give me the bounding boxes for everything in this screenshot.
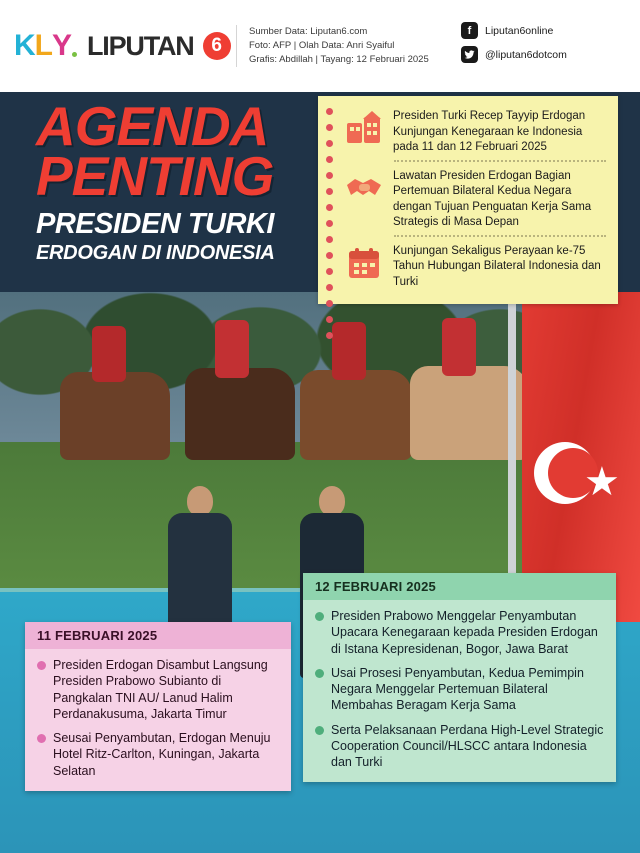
title-line-4: ERDOGAN DI INDONESIA bbox=[36, 241, 275, 264]
header-bar bbox=[0, 0, 640, 92]
day2-list bbox=[303, 600, 616, 782]
credit-line-1: Sumber Data: Liputan6.com bbox=[249, 26, 368, 38]
notebook-holes bbox=[326, 108, 336, 294]
brand-logo[interactable] bbox=[14, 31, 236, 61]
day1-list bbox=[25, 649, 291, 791]
credit-line-3: Grafis: Abdillah | Tayang: 12 Februari 2025 bbox=[249, 53, 429, 65]
liputan-wordmark: LIPUTAN bbox=[87, 30, 194, 61]
bullet-dot-icon bbox=[37, 661, 46, 670]
divider bbox=[394, 235, 606, 237]
kly-logo bbox=[14, 31, 77, 61]
kly-dot-icon bbox=[72, 52, 77, 57]
title-line-1: AGENDA bbox=[36, 95, 269, 157]
horse-silhouette bbox=[300, 370, 412, 460]
bullet-dot-icon bbox=[315, 726, 324, 735]
liputan6-badge: 6 bbox=[203, 32, 231, 60]
guard-silhouette bbox=[332, 322, 366, 380]
list-item bbox=[315, 608, 604, 657]
list-item-text: Serta Pelaksanaan Perdana High-Level Strategic Cooperation Council/HLSCC antara Indonesia dan Turki bbox=[331, 722, 604, 769]
key-fact-text: Presiden Turki Recep Tayyip Erdogan Kunjungan Kenegaraan ke Indonesia pada 11 dan 12 Februari 2025 bbox=[393, 110, 586, 154]
credits-block bbox=[236, 25, 461, 66]
bullet-dot-icon bbox=[37, 734, 46, 743]
list-item-text: Usai Prosesi Penyambutan, Kedua Pemimpin Negara Menggelar Pertemuan Bilateral Membahas Beragam Kerja Sama bbox=[331, 665, 584, 713]
figure-head bbox=[319, 486, 345, 516]
divider bbox=[394, 160, 606, 162]
title-line-2: PENTING bbox=[36, 145, 274, 208]
agenda-card-day1 bbox=[25, 622, 291, 791]
list-item-text: Seusai Penyambutan, Erdogan Menuju Hotel Ritz-Carlton, Kuningan, Jakarta Selatan bbox=[53, 731, 271, 778]
horse-silhouette bbox=[185, 368, 295, 460]
guard-silhouette bbox=[442, 318, 476, 376]
horse-silhouette bbox=[60, 372, 170, 460]
kly-letter-y: Y bbox=[52, 29, 72, 62]
credit-line-2: Foto: AFP | Olah Data: Anri Syaiful bbox=[249, 40, 395, 52]
list-item bbox=[315, 722, 604, 771]
flag-star-icon: ★ bbox=[584, 460, 620, 504]
key-fact-item bbox=[344, 108, 606, 156]
list-item bbox=[315, 665, 604, 714]
kly-letter-l: L bbox=[34, 29, 52, 62]
social-facebook[interactable] bbox=[461, 22, 626, 39]
page-title bbox=[36, 95, 336, 264]
key-fact-item bbox=[344, 168, 606, 231]
day1-heading: 11 FEBRUARI 2025 bbox=[25, 622, 291, 649]
bullet-dot-icon bbox=[315, 669, 324, 678]
guard-silhouette bbox=[92, 326, 126, 382]
calendar-icon bbox=[344, 243, 384, 283]
facebook-icon: f bbox=[461, 22, 478, 39]
list-item bbox=[37, 657, 279, 722]
list-item-text: Presiden Prabowo Menggelar Penyambutan Upacara Kenegaraan kepada Presiden Erdogan di Istana Kepresidenan, Bogor, Jawa Barat bbox=[331, 609, 598, 656]
key-fact-item bbox=[344, 243, 606, 291]
bullet-dot-icon bbox=[315, 612, 324, 621]
day2-heading: 12 FEBRUARI 2025 bbox=[303, 573, 616, 600]
key-facts-card bbox=[318, 96, 618, 304]
facebook-handle: Liputan6online bbox=[485, 24, 554, 37]
agenda-card-day2 bbox=[303, 573, 616, 782]
figure-head bbox=[187, 486, 213, 516]
buildings-icon bbox=[344, 108, 384, 148]
list-item-text: Presiden Erdogan Disambut Langsung Presiden Prabowo Subianto di Pangkalan TNI AU/ Lanud Halim Perdanakusuma, Jakarta Timur bbox=[53, 658, 268, 721]
list-item bbox=[37, 730, 279, 779]
twitter-icon bbox=[461, 46, 478, 63]
kly-letter-k: K bbox=[14, 29, 35, 62]
title-line-3: PRESIDEN TURKI bbox=[36, 207, 274, 240]
social-block bbox=[461, 22, 626, 70]
key-fact-text: Kunjungan Sekaligus Perayaan ke-75 Tahun Hubungan Bilateral Indonesia dan Turki bbox=[393, 244, 601, 288]
twitter-handle: @liputan6dotcom bbox=[485, 48, 567, 61]
guard-silhouette bbox=[215, 320, 249, 378]
key-fact-text: Lawatan Presiden Erdogan Bagian Pertemuan Bilateral Kedua Negara dengan Tujuan Penguatan Kerja Sama Strategis di Masa Depan bbox=[393, 169, 592, 229]
handshake-icon bbox=[344, 168, 384, 208]
social-twitter[interactable] bbox=[461, 46, 626, 63]
